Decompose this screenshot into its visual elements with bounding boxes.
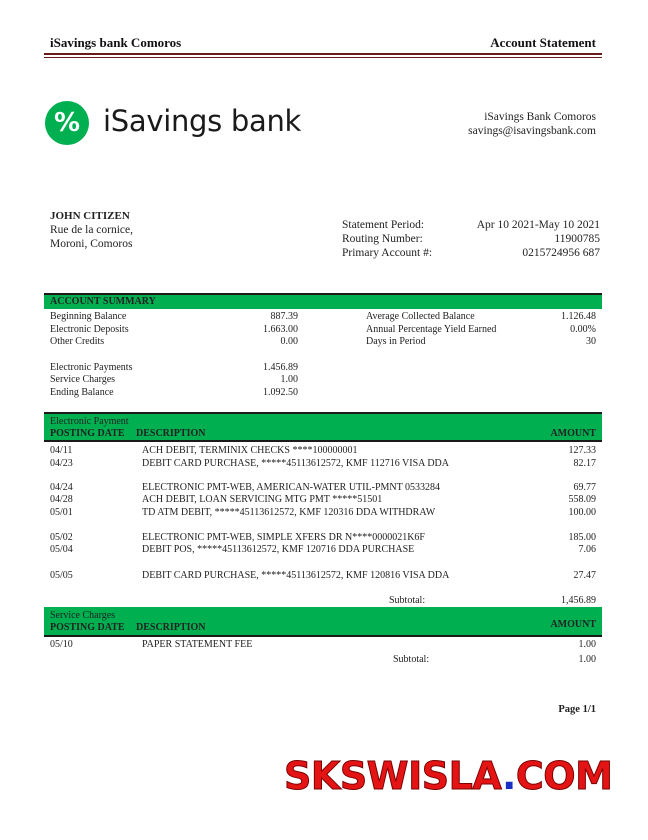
service-header-bar — [44, 607, 602, 635]
statement-period-label: Statement Period: — [342, 219, 425, 231]
transaction-amount: 69.77 — [573, 482, 596, 493]
transaction-date: 04/23 — [50, 458, 73, 469]
transaction-amount: 82.17 — [573, 458, 596, 469]
service-subtotal-label: Subtotal: — [393, 654, 430, 665]
summary-label: Average Collected Balance — [366, 311, 475, 322]
statement-period-value: Apr 10 2021-May 10 2021 — [476, 219, 600, 231]
transaction-date: 04/28 — [50, 494, 73, 505]
transaction-description: DEBIT CARD PURCHASE, *****45113612572, KMF 112716 VISA DDA — [142, 458, 449, 469]
transaction-description: DEBIT CARD PURCHASE, *****45113612572, KMF 120816 VISA DDA — [142, 570, 450, 581]
transaction-description: ELECTRONIC PMT-WEB, SIMPLE XFERS DR N****0000021K6F — [142, 532, 425, 543]
transaction-amount: 1.00 — [578, 639, 596, 650]
summary-label: Service Charges — [50, 374, 116, 385]
customer-name: JOHN CITIZEN — [50, 210, 130, 222]
summary-value: 30 — [586, 336, 596, 347]
transaction-amount: 27.47 — [573, 570, 596, 581]
contact-name: iSavings Bank Comoros — [484, 111, 596, 123]
electronic-subtotal-label: Subtotal: — [389, 595, 426, 606]
header-bank-title: iSavings bank Comoros — [50, 35, 182, 50]
electronic-header-underline — [44, 440, 602, 442]
summary-label: Beginning Balance — [50, 311, 127, 322]
page-number: Page 1/1 — [558, 704, 596, 715]
watermark-tld-text: COM — [515, 754, 613, 798]
summary-label: Annual Percentage Yield Earned — [366, 324, 497, 335]
summary-value: 0.00 — [280, 336, 298, 347]
primary-account-label: Primary Account #: — [342, 247, 433, 259]
summary-value: 0.00% — [570, 324, 596, 335]
transaction-date: 05/10 — [50, 639, 73, 650]
summary-value: 1.456.89 — [263, 362, 298, 373]
summary-label: Electronic Payments — [50, 362, 133, 373]
transaction-date: 05/02 — [50, 532, 73, 543]
transaction-date: 04/11 — [50, 445, 73, 456]
transaction-description: ACH DEBIT, TERMINIX CHECKS ****100000001 — [142, 445, 358, 456]
transaction-description: DEBIT POS, *****45113612572, KMF 120716 DDA PURCHASE — [142, 544, 415, 555]
transaction-amount: 7.06 — [578, 544, 596, 555]
transaction-date: 05/05 — [50, 570, 73, 581]
service-header-underline — [44, 635, 602, 637]
summary-label: Other Credits — [50, 336, 105, 347]
service-section-title: Service Charges — [50, 610, 116, 621]
routing-number-value: 11900785 — [554, 233, 600, 245]
summary-title: ACCOUNT SUMMARY — [50, 296, 156, 307]
summary-value: 1.663.00 — [263, 324, 298, 335]
summary-value: 1.126.48 — [561, 311, 596, 322]
watermark-dot: . — [501, 754, 516, 798]
summary-value: 887.39 — [270, 311, 298, 322]
transaction-amount: 185.00 — [568, 532, 596, 543]
column-header-amount: AMOUNT — [550, 619, 596, 630]
customer-address-line1: Rue de la cornice, — [50, 224, 134, 236]
header-rule-bottom — [44, 57, 602, 58]
transaction-date: 04/24 — [50, 482, 73, 493]
transaction-description: ACH DEBIT, LOAN SERVICING MTG PMT *****51501 — [142, 494, 383, 505]
header-rule-top — [44, 53, 602, 55]
transaction-amount: 558.09 — [568, 494, 596, 505]
transaction-date: 05/01 — [50, 507, 73, 518]
service-subtotal-value: 1.00 — [578, 654, 596, 665]
primary-account-value: 0215724956 687 — [522, 247, 600, 259]
transaction-description: TD ATM DEBIT, *****45113612572, KMF 120316 DDA WITHDRAW — [142, 507, 436, 518]
transaction-amount: 100.00 — [568, 507, 596, 518]
summary-label: Days in Period — [366, 336, 426, 347]
watermark — [284, 754, 612, 798]
electronic-header-bar — [44, 414, 602, 440]
contact-email[interactable]: savings@isavingsbank.com — [468, 125, 596, 137]
transaction-description: PAPER STATEMENT FEE — [142, 639, 253, 650]
summary-label: Ending Balance — [50, 387, 114, 398]
summary-header-bar — [44, 295, 602, 309]
logo-text: iSavings bank — [103, 104, 302, 138]
routing-number-label: Routing Number: — [342, 233, 423, 245]
transaction-date: 05/04 — [50, 544, 73, 555]
electronic-subtotal-value: 1,456.89 — [561, 595, 596, 606]
header-doc-title: Account Statement — [490, 35, 596, 50]
customer-address-line2: Moroni, Comoros — [50, 238, 133, 250]
summary-value: 1.00 — [280, 374, 298, 385]
column-header-description: DESCRIPTION — [136, 622, 206, 633]
transaction-description: ELECTRONIC PMT-WEB, AMERICAN-WATER UTIL-PMNT 0533284 — [142, 482, 441, 493]
column-header-amount: AMOUNT — [550, 428, 596, 439]
column-header-description: DESCRIPTION — [136, 428, 206, 439]
column-header-posting-date: POSTING DATE — [50, 428, 125, 439]
summary-label: Electronic Deposits — [50, 324, 129, 335]
transaction-amount: 127.33 — [568, 445, 596, 456]
watermark-main-text: SKSWISLA — [284, 754, 502, 798]
logo-percent-icon: % — [45, 101, 89, 145]
electronic-section-title: Electronic Payment — [50, 416, 129, 427]
summary-value: 1.092.50 — [263, 387, 298, 398]
column-header-posting-date: POSTING DATE — [50, 622, 125, 633]
